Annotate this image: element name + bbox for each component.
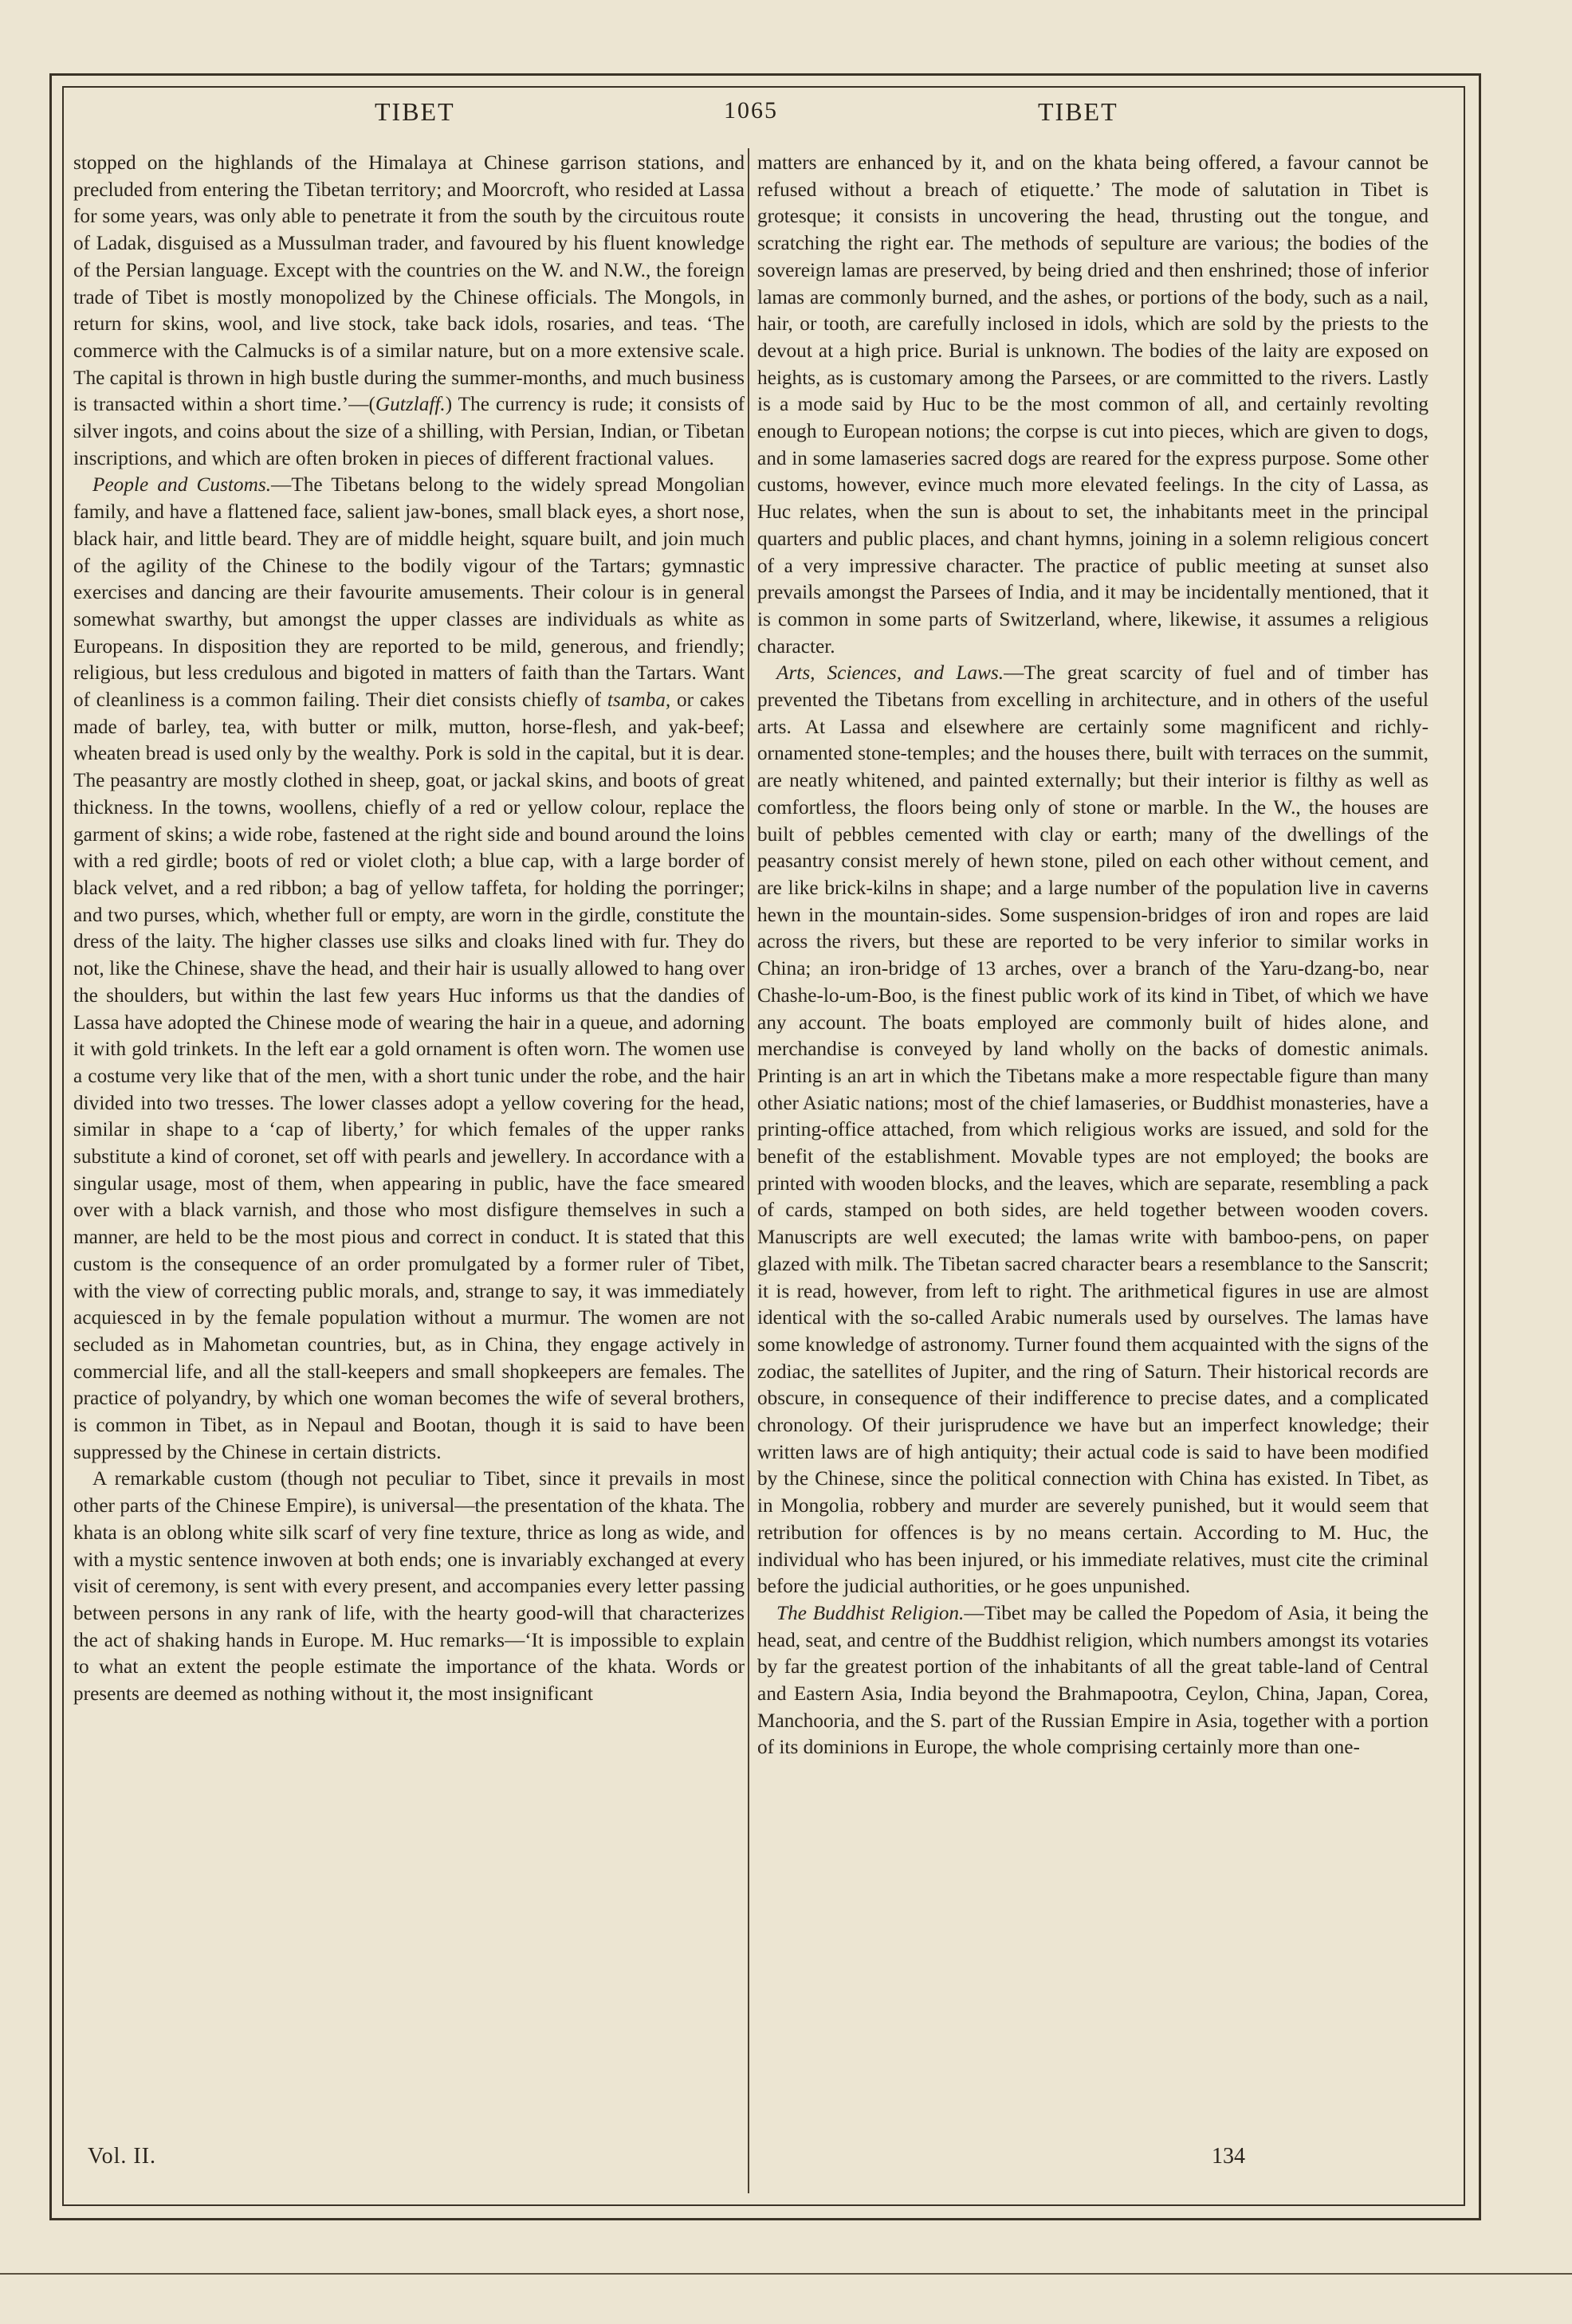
running-head-right: TIBET [1038, 97, 1118, 126]
column-divider [748, 148, 749, 2193]
paragraph-arts-sciences: Arts, Sciences, and Laws.—The great scarcity of fuel and of timber has prevented the Tibetans from excelling in architecture, and in others of the useful arts. At Lassa and elsewhere are certainly some magnificent and richly-ornamented stone-temples; and the houses there, built with terraces on the summit, are neatly whitened, and painted externally; but their interior is filthy as well as comfortless, the floors being only of stone or marble. In the W., the houses are built of pebbles cemented with clay or earth; many of the dwellings of the peasantry consist merely of hewn stone, piled on each other without cement, and are like brick-kilns in shape; and a large number of the population live in caverns hewn in the mountain-sides. Some suspension-bridges of iron and ropes are laid across the rivers, but these are reported to be very inferior to similar works in China; an iron-bridge of 13 arches, over a branch of the Yaru-dzang-bo, near Chashe-lo-um-Boo, is the finest public work of its kind in Tibet, of which we have any account. The boats employed are commonly built of hides alone, and merchandise is conveyed by land wholly on the backs of domestic animals. Printing is an art in which the Tibetans make a more respectable figure than many other Asiatic nations; most of the chief lamaseries, or Buddhist monasteries, have a printing-office attached, from which religious works are issued, and sold for the benefit of the establishment. Movable types are not employed; the books are printed with wooden blocks, and the leaves, which are separate, resembling a pack of cards, stamped on both sides, are held together between wooden covers. Manuscripts are well executed; the lamas write with bamboo-pens, on paper glazed with milk. The Tibetan sacred character bears a resemblance to the Sanscrit; it is read, however, from left to right. The arithmetical figures in use are almost identical with the so-called Arabic numerals used by ourselves. The lamas have some knowledge of astronomy. Turner found them acquainted with the signs of the zodiac, the satellites of Jupiter, and the ring of Saturn. Their historical records are obscure, in consequence of their indifference to precise dates, and a complicated chronology. Of their jurisprudence we have but an imperfect knowledge; their written laws are of high antiquity; their actual code is said to have been modified by the Chinese, since the political connection with China has existed. In Tibet, as in Mongolia, robbery and murder are severely punished, but it would seem that retribution for offences is by no means certain. According to M. Huc, the individual who has been injured, or his immediate relatives, must cite the criminal before the judicial authorities, or he goes unpunished. [757, 661, 1429, 1598]
running-head-left: TIBET [375, 97, 455, 126]
section-heading: Arts, Sciences, and Laws. [776, 661, 1004, 685]
paragraph-people-customs: People and Customs.—The Tibetans belong to the widely spread Mongolian family, and have a flattened face, salient jaw-bones, small black eyes, a short nose, black hair, and little beard. They are of middle height, square built, and join much of the agility of the Chinese to the bodily vigour of the Tartars; gymnastic exercises and dancing are their favourite amusements. Their colour is in general somewhat swarthy, but amongst the upper classes are individuals as white as Europeans. In disposition they are reported to be mild, generous, and friendly; religious, but less credulous and bigoted in matters of faith than the Tartars. Want of cleanliness is a common failing. Their diet consists chiefly of tsamba, or cakes made of barley, tea, with butter or milk, mutton, horse-flesh, and yak-beef; wheaten bread is used only by the wealthy. Pork is sold in the capital, but it is dear. The peasantry are mostly clothed in sheep, goat, or jackal skins, and boots of great thickness. In the towns, woollens, chiefly of a red or yellow colour, replace the garment of skins; a wide robe, fastened at the right side and bound around the loins with a red girdle; boots of red or violet cloth; a blue cap, with a large border of black velvet, and a red ribbon; a bag of yellow taffeta, for holding the porringer; and two purses, which, whether full or empty, are worn in the girdle, constitute the dress of the laity. The higher classes use silks and cloaks lined with fur. They do not, like the Chinese, shave the head, and their hair is usually allowed to hang over the shoulders, but within the last few years Huc informs us that the dandies of Lassa have adopted the Chinese mode of wearing the hair in a queue, and adorning it with gold trinkets. In the left ear a gold ornament is often worn. The women use a costume very like that of the men, with a short tunic under the robe, and the hair divided into two tresses. The lower classes adopt a yellow covering for the head, similar in shape to a ‘cap of liberty,’ for which females of the upper ranks substitute a kind of coronet, set off with pearls and jewellery. In accordance with a singular usage, most of them, when appearing in public, have the face smeared over with a black varnish, and those who most disfigure themselves in such a manner, are held to be the most pious and correct in conduct. It is stated that this custom is the consequence of an order promulgated by a former ruler of Tibet, with the view of correcting public morals, and, strange to say, it was immediately acquiesced in by the female population without a murmur. The women are not secluded as in Mahometan countries, but, as in China, they engage actively in commercial life, and all the stall-keepers and small shopkeepers are females. The practice of polyandry, by which one woman becomes the wife of several brothers, is common in Tibet, as in Nepaul and Bootan, though it is said to have been suppressed by the Chinese in certain districts. [73, 473, 745, 1463]
section-heading: The Buddhist Religion. [776, 1601, 965, 1624]
paragraph-salutation: matters are enhanced by it, and on the khata being offered, a favour cannot be refused without a breach of etiquette.’ The mode of salutation in Tibet is grotesque; it consists in uncovering the head, thrusting out the tongue, and scratching the right ear. The methods of sepulture are various; the bodies of the sovereign lamas are preserved, by being dried and then enshrined; those of inferior lamas are commonly burned, and the ashes, or portions of the body, such as a nail, hair, or tooth, are carefully inclosed in idols, which are sold by the priests to the devout at a high price. Burial is unknown. The bodies of the laity are exposed on heights, as is customary among the Parsees, or are committed to the rivers. Lastly is a mode said by Huc to be the most common of all, and certainly revolting enough to European notions; the corpse is cut into pieces, which are given to dogs, and in some lamaseries sacred dogs are reared for the express purpose. Some other customs, however, evince much more elevated feelings. In the city of Lassa, as Huc relates, when the sun is about to set, the inhabitants meet in the principal quarters and public places, and chant hymns, joining in a solemn religious concert of a very impressive character. The practice of public meeting at sunset also prevails amongst the Parsees of India, and it may be incidentally mentioned, that it is common in some parts of Switzerland, where, likewise, it assumes a religious character. [757, 151, 1429, 658]
page-number: 1065 [724, 97, 778, 124]
right-column [757, 150, 1429, 2134]
paragraph-trade: stopped on the highlands of the Himalaya at Chinese garrison stations, and precluded from entering the Tibetan territory; and Moorcroft, who resided at Lassa for some years, was only able to penetrate it from the south by the circuitous route of Ladak, disguised as a Mussulman trader, and favoured by his fluent knowledge of the Persian language. Except with the countries on the W. and N.W., the foreign trade of Tibet is mostly monopolized by the Chinese officials. The Mongols, in return for skins, wool, and live stock, take back idols, rosaries, and teas. ‘The commerce with the Calmucks is of a similar nature, but on a more extensive scale. The capital is thrown in high bustle during the summer-months, and much business is transacted within a short time.’—(Gutzlaff.) The currency is rude; it consists of silver ingots, and coins about the size of a shilling, with Persian, Indian, or Tibetan inscriptions, and which are often broken in pieces of different fractional values. [73, 151, 745, 469]
left-column [73, 150, 745, 2134]
signature-mark: 134 [1212, 2144, 1245, 2169]
section-heading: People and Customs. [92, 473, 272, 497]
paragraph-khata: A remarkable custom (though not peculiar to Tibet, since it prevails in most other parts of the Chinese Empire), is universal—the presentation of the khata. The khata is an oblong white silk scarf of very fine texture, thrice as long as wide, and with a mystic sentence inwoven at both ends; one is invariably exchanged at every visit of ceremony, is sent with every present, and accompanies every letter passing between persons in any rank of life, with the hearty good-will that characterizes the act of shaking hands in Europe. M. Huc remarks—‘It is impossible to explain to what an extent the people estimate the importance of the khata. Words or presents are deemed as nothing without it, the most insignificant [73, 1467, 745, 1706]
volume-label: Vol. II. [88, 2144, 157, 2169]
page-edge [0, 2273, 1572, 2275]
paragraph-buddhist-religion: The Buddhist Religion.—Tibet may be called the Popedom of Asia, it being the head, seat, and centre of the Buddhist religion, which numbers amongst its votaries by far the greatest portion of the inhabitants of all the great table-land of Central and Eastern Asia, India beyond the Brahmapootra, Ceylon, China, Japan, Corea, Manchooria, and the S. part of the Russian Empire in Asia, together with a portion of its dominions in Europe, the whole comprising certainly more than one- [757, 1601, 1429, 1759]
